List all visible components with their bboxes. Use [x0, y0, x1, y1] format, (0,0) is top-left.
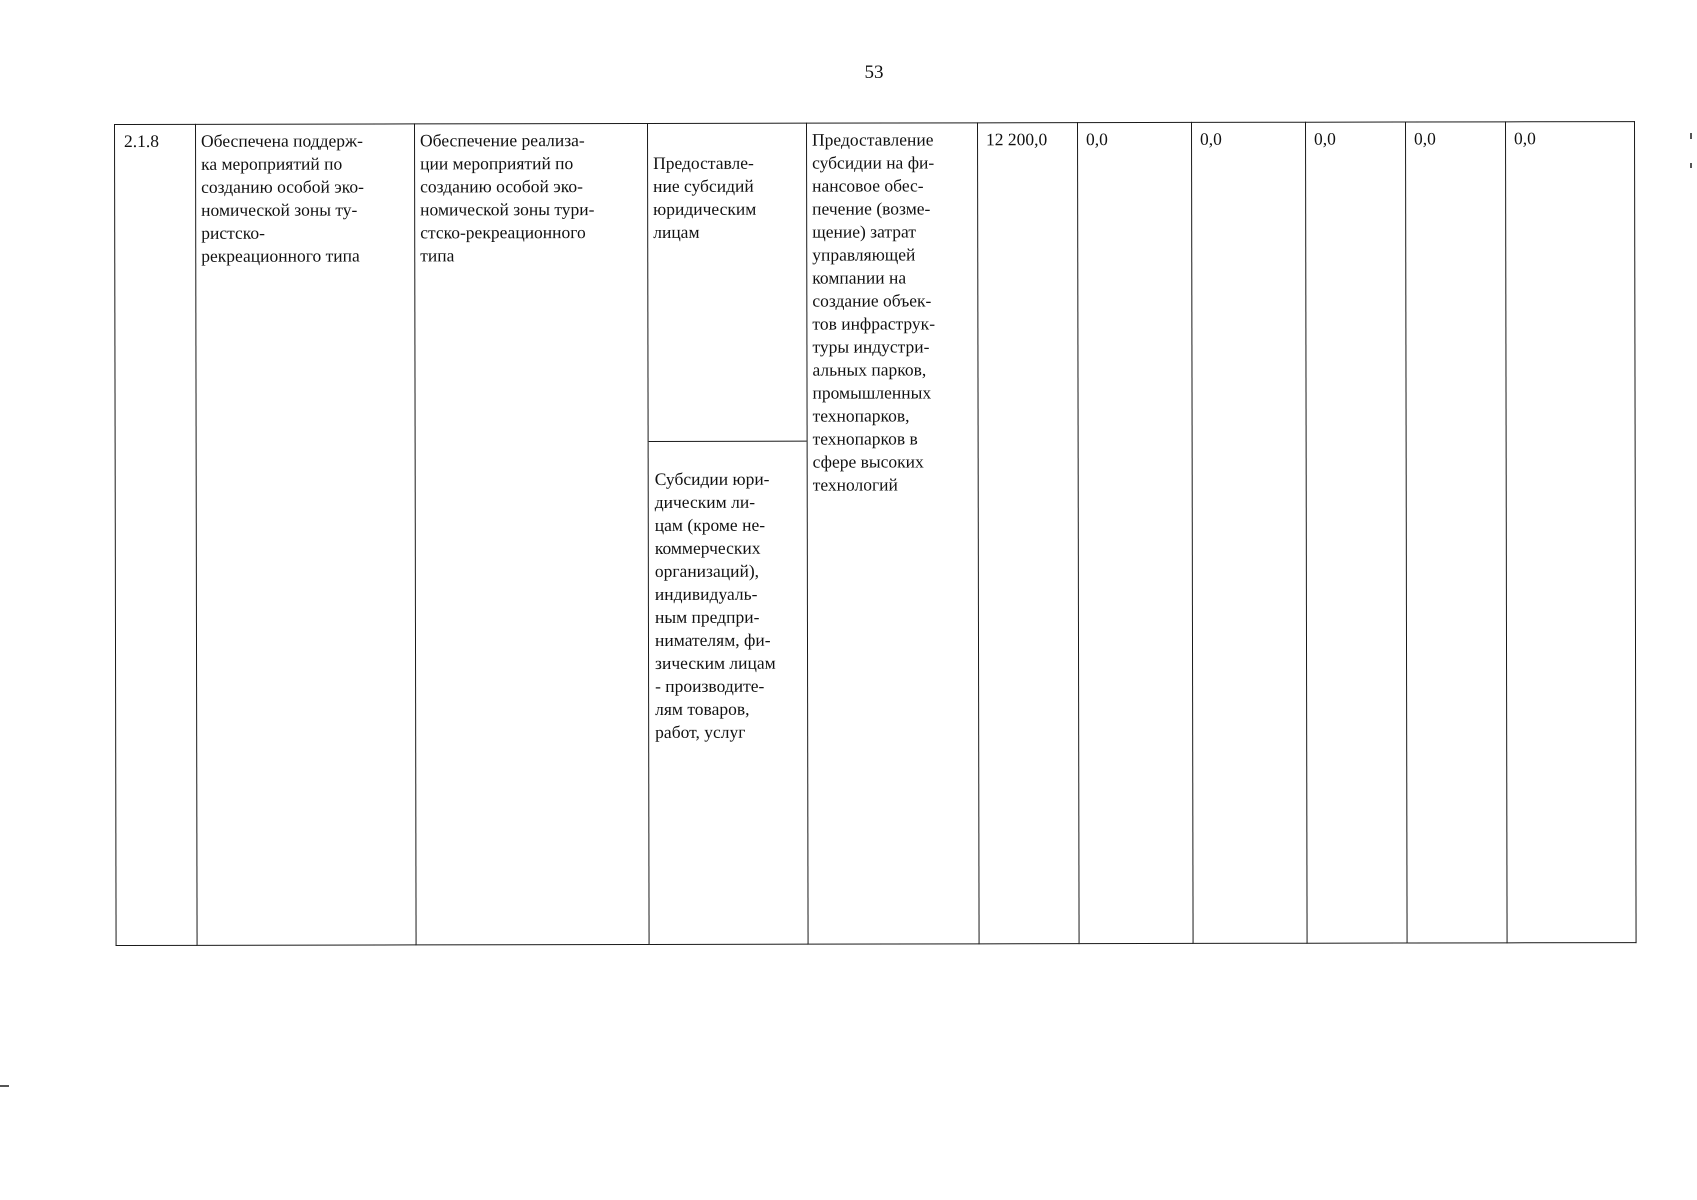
scan-mark	[0, 1085, 9, 1087]
support-form-cell	[648, 123, 809, 944]
support-form-type: Предоставле- ние субсидий юридическим лицам	[648, 147, 807, 442]
support-form-recipients: Субсидии юри- дическим ли- цам (кроме не- коммерческих организаций), индивидуаль- ным предпри- нимателям, фи- зическим лицам - производите- лям товаров, работ, услуг	[654, 468, 776, 742]
value-cell-1: 12 200,0	[977, 123, 1079, 944]
result-cell: Обеспечена поддерж- ка мероприятий по созданию особой эко- номической зоны ту- ристско- рекреационного типа	[196, 124, 417, 945]
page-number: 53	[864, 62, 884, 83]
table-row	[115, 122, 1637, 946]
row-code-cell: 2.1.8	[115, 124, 198, 945]
scan-mark	[1690, 163, 1692, 168]
measure-cell: Обеспечение реализа- ции мероприятий по созданию особой эко- номической зоны тури- стско-рекреационного типа	[415, 123, 650, 944]
value-cell-4: 0,0	[1305, 122, 1407, 943]
value-cell-5: 0,0	[1405, 122, 1507, 943]
scan-mark	[1690, 133, 1692, 139]
value-cell-6: 0,0	[1505, 122, 1636, 943]
value-cell-2: 0,0	[1077, 122, 1193, 943]
purpose-cell: Предоставление субсидии на фи- нансовое обес- печение (возме- щение) затрат управляющей компании на создание объек- тов инфраструк- туры индустри- альных парков, промышленных технопарков, технопарков в сфере высоких технологий	[806, 123, 979, 944]
value-cell-3: 0,0	[1191, 122, 1307, 943]
financing-table	[114, 121, 1637, 946]
